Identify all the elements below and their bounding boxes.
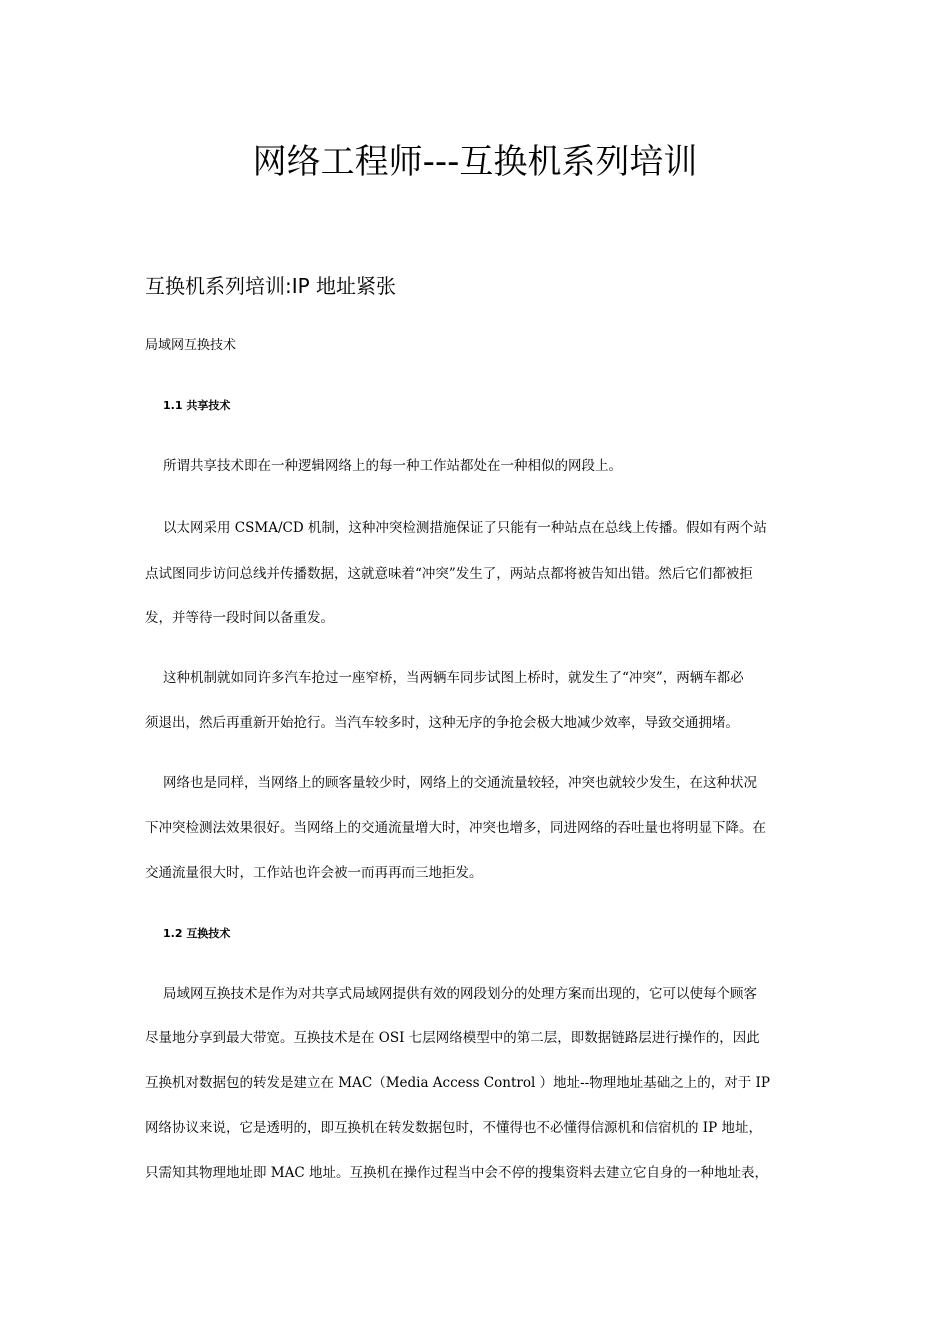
paragraph-line: 网络也是同样，当网络上的顾客量较少时，网络上的交通流量较轻，冲突也就较少发生，在这种状况 <box>163 775 757 791</box>
paragraph-line: 须退出，然后再重新开始抢行。当汽车较多时，这种无序的争抢会极大地减少效率，导致交通拥堵。 <box>145 715 739 731</box>
paragraph-line: 下冲突检测法效果很好。当网络上的交通流量增大时，冲突也增多，同进网络的吞吐量也将明显下降。在 <box>145 820 766 836</box>
paragraph-line: 以太网采用 CSMA/CD 机制，这种冲突检测措施保证了只能有一种站点在总线上传播。假如有两个站 <box>163 520 767 536</box>
paragraph-line: 互换机对数据包的转发是建立在 MAC（Media Access Control ）地址--物理地址基础之上的，对于 IP <box>145 1075 770 1091</box>
paragraph-line: 点试图同步访问总线并传播数据，这就意味着“冲突”发生了，两站点都将被告知出错。然后它们都被拒 <box>145 566 753 582</box>
section-1-1-heading: 1.1 共享技术 <box>163 399 231 412</box>
paragraph-line: 所谓共享技术即在一种逻辑网络上的每一种工作站都处在一种相似的网段上。 <box>163 458 622 474</box>
paragraph-line: 发，并等待一段时间以备重发。 <box>145 610 334 626</box>
paragraph-line: 这种机制就如同许多汽车抢过一座窄桥，当两辆车同步试图上桥时，就发生了“冲突”，两辆车都必 <box>163 670 744 686</box>
paragraph-line: 局域网互换技术是作为对共享式局域网提供有效的网段划分的处理方案而出现的，它可以使每个顾客 <box>163 986 757 1002</box>
paragraph-line: 交通流量很大时，工作站也许会被一而再再而三地拒发。 <box>145 865 483 881</box>
section-heading: 互换机系列培训:IP 地址紧张 <box>145 274 397 298</box>
paragraph-line: 只需知其物理地址即 MAC 地址。互换机在操作过程当中会不停的搜集资料去建立它自身的一种地址表， <box>145 1165 768 1181</box>
document-title: 网络工程师---互换机系列培训 <box>252 142 698 182</box>
paragraph-line: 网络协议来说，它是透明的，即互换机在转发数据包时，不懂得也不必懂得信源机和信宿机的 IP 地址， <box>145 1120 762 1136</box>
section-1-2-heading: 1.2 互换技术 <box>163 927 231 940</box>
paragraph-line: 尽量地分享到最大带宽。互换技术是在 OSI 七层网络模型中的第二层，即数据链路层进行操作的，因此 <box>145 1030 760 1046</box>
subheading: 局域网互换技术 <box>145 338 237 353</box>
